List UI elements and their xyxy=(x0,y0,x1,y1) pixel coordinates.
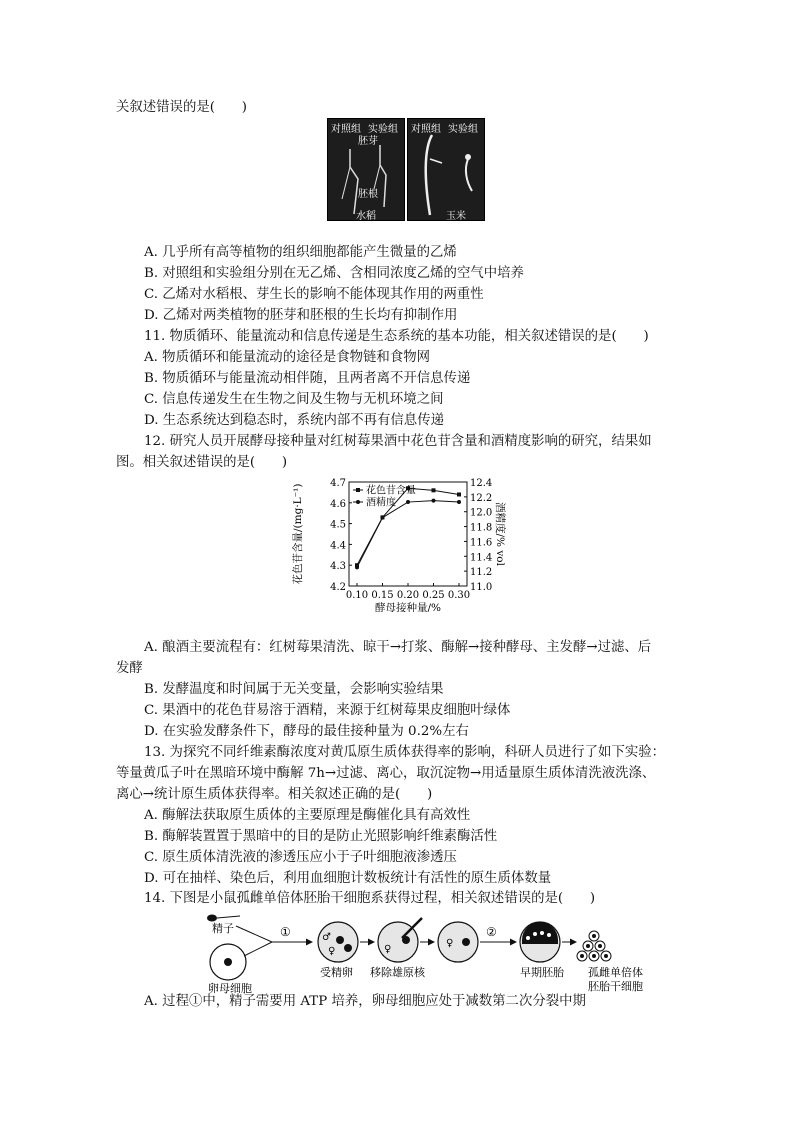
q11-option-d: D. 生态系统达到稳态时，系统内部不再有信息传递 xyxy=(144,413,444,428)
series-point-1 xyxy=(381,516,385,520)
left-tick-label: 4.4 xyxy=(330,540,346,552)
left-axis-label: 花色苷含量/(mg·L⁻¹) xyxy=(292,483,304,585)
egg-to-fusion-line xyxy=(244,942,272,956)
question-13-line-1: 13. 为探究不同纤维素酶浓度对黄瓜原生质体获得率的影响，科研人员进行了如下实验： xyxy=(144,745,666,760)
q12-option-a-line-2: 发酵 xyxy=(116,661,143,676)
x-tick-label: 0.25 xyxy=(422,590,445,601)
left-tick-label: 4.2 xyxy=(330,582,346,593)
q12-option-b: B. 发酵温度和时间属于无关变量，会影响实验结果 xyxy=(144,682,444,697)
series-point-0 xyxy=(432,488,436,492)
q12-option-a-line-1: A. 酿酒主要流程有：红树莓果清洗、晾干→打浆、酶解→接种酵母、主发酵→过滤、后 xyxy=(144,640,652,655)
q12-option-d: D. 在实验发酵条件下，酵母的最佳接种量为 0.2%左右 xyxy=(144,724,469,739)
left-tick-label: 4.3 xyxy=(330,561,346,573)
legend-label: 花色苷含量 xyxy=(366,485,416,497)
legend-marker xyxy=(356,488,360,492)
left-tick-label: 4.5 xyxy=(330,519,346,531)
legend-marker xyxy=(356,500,360,504)
question-13-line-3: 离心→统计原生质体获得率。相关叙述正确的是( ) xyxy=(116,787,433,802)
x-axis-label: 酵母接种量/% xyxy=(374,602,442,612)
question-11: 11. 物质循环、能量流动和信息传递是生态系统的基本功能，相关叙述错误的是( ) xyxy=(144,329,649,344)
q10-option-b: B. 对照组和实验组分别在无乙烯、含相同浓度乙烯的空气中培养 xyxy=(144,266,524,281)
stem-cells-icon xyxy=(577,931,611,961)
question-14: 14. 下图是小鼠孤雌单倍体胚胎干细胞系获得过程，相关叙述错误的是( ) xyxy=(144,891,596,906)
rice-seedling-photo xyxy=(327,118,405,221)
series-point-1 xyxy=(355,565,359,569)
haploid-zygote-icon xyxy=(438,922,478,962)
pronucleus-removal-icon xyxy=(378,918,422,962)
q11-option-b: B. 物质循环与能量流动相伴随，且两者离不开信息传递 xyxy=(144,371,471,386)
zygote-label: 受精卵 xyxy=(320,966,353,979)
zygote-female-symbol: ♀ xyxy=(328,946,336,957)
q10-option-a: A. 几乎所有高等植物的组织细胞都能产生微量的乙烯 xyxy=(144,245,457,260)
right-tick-label: 12.4 xyxy=(470,478,493,489)
right-tick-label: 11.0 xyxy=(470,582,493,593)
q14-option-a: A. 过程①中，精子需要用 ATP 培养，卵母细胞应处于减数第二次分裂中期 xyxy=(144,994,586,1009)
q13-option-c: C. 原生质体清洗液的渗透压应小于子叶细胞液渗透压 xyxy=(144,850,457,865)
left-tick-label: 4.7 xyxy=(330,478,346,489)
x-tick-label: 0.15 xyxy=(371,590,394,601)
legend-label: 酒精度 xyxy=(366,497,396,509)
series-point-1 xyxy=(432,499,436,503)
q13-option-a: A. 酶解法获取原生质体的主要原理是酶催化具有高效性 xyxy=(144,808,471,823)
chart-legend xyxy=(353,484,416,509)
rice-control-label: 对照组 xyxy=(331,124,361,135)
rice-experiment-label: 实验组 xyxy=(368,124,398,135)
haploid-female-symbol: ♀ xyxy=(446,938,454,949)
x-tick-label: 0.20 xyxy=(396,590,420,601)
q13-option-d: D. 可在抽样、染色后，利用血细胞计数板统计有活性的原生质体数量 xyxy=(144,871,552,886)
q13-option-b: B. 酶解装置置于黑暗中的目的是防止光照影响纤维素酶活性 xyxy=(144,829,498,844)
x-tick-label: 0.10 xyxy=(345,590,369,601)
q10-option-c: C. 乙烯对水稻根、芽生长的影响不能体现其作用的两重性 xyxy=(144,287,484,302)
corn-label: 玉米 xyxy=(446,211,466,221)
bud-label: 胚芽 xyxy=(358,136,378,147)
question-12-line-1: 12. 研究人员开展酵母接种量对红树莓果酒中花色苷含量和酒精度影响的研究，结果如 xyxy=(144,434,652,449)
q11-option-c: C. 信息传递发生在生物之间及生物与无机环境之间 xyxy=(144,392,444,407)
series-point-1 xyxy=(406,500,410,504)
removal-female-symbol: ♀ xyxy=(384,944,392,955)
corn-control-label: 对照组 xyxy=(411,124,441,135)
right-tick-label: 11.2 xyxy=(470,567,493,579)
zygote-male-symbol: ♂ xyxy=(322,932,331,943)
stem-cells-label-line-1: 孤雌单倍体 xyxy=(588,966,643,979)
stem-cells-label-line-2: 胚胎干细胞 xyxy=(588,980,643,993)
early-embryo-label: 早期胚胎 xyxy=(520,966,564,979)
early-embryo-icon xyxy=(520,922,560,962)
left-tick-label: 4.6 xyxy=(330,498,346,510)
right-tick-label: 12.2 xyxy=(470,492,493,504)
egg-label: 卵母细胞 xyxy=(208,982,252,994)
sperm-label: 精子 xyxy=(212,922,234,935)
corn-experiment-label: 实验组 xyxy=(448,124,478,135)
q12-option-c: C. 果酒中的花色苷易溶于酒精，来源于红树莓果皮细胞叶绿体 xyxy=(144,703,511,718)
question-12-line-2: 图。相关叙述错误的是( ) xyxy=(116,455,288,470)
sperm-icon xyxy=(207,915,240,922)
right-tick-label: 12.0 xyxy=(470,507,493,519)
rice-label: 水稻 xyxy=(356,211,376,221)
step-1-label: ① xyxy=(280,925,291,939)
question-10-tail: 关叙述错误的是( ) xyxy=(116,100,247,115)
series-point-0 xyxy=(457,492,461,496)
haploid-stem-cell-diagram xyxy=(200,912,660,994)
series-line-1 xyxy=(357,501,459,568)
q10-option-d: D. 乙烯对两类植物的胚芽和胚根的生长均有抑制作用 xyxy=(144,308,458,323)
removal-label: 移除雄原核 xyxy=(370,966,425,979)
egg-cell-icon xyxy=(210,944,246,980)
q11-option-a: A. 物质循环和能量流动的途径是食物链和食物网 xyxy=(144,350,430,365)
yeast-inoculum-chart xyxy=(285,472,507,612)
x-tick-label: 0.30 xyxy=(447,590,471,601)
right-axis-label: 酒精度/% vol xyxy=(494,502,506,566)
right-tick-label: 11.4 xyxy=(470,552,493,564)
root-label: 胚根 xyxy=(358,189,378,200)
corn-seedling-photo xyxy=(407,118,485,221)
question-13-line-2: 等量黄瓜子叶在黑暗环境中酶解 7h→过滤、离心，取沉淀物→用适量原生质体清洗液洗涤、 xyxy=(116,766,656,781)
right-tick-label: 11.8 xyxy=(470,522,493,534)
right-tick-label: 11.6 xyxy=(470,537,493,549)
series-point-1 xyxy=(457,500,461,504)
sperm-to-fusion-line xyxy=(236,926,272,942)
step-2-label: ② xyxy=(486,925,497,939)
